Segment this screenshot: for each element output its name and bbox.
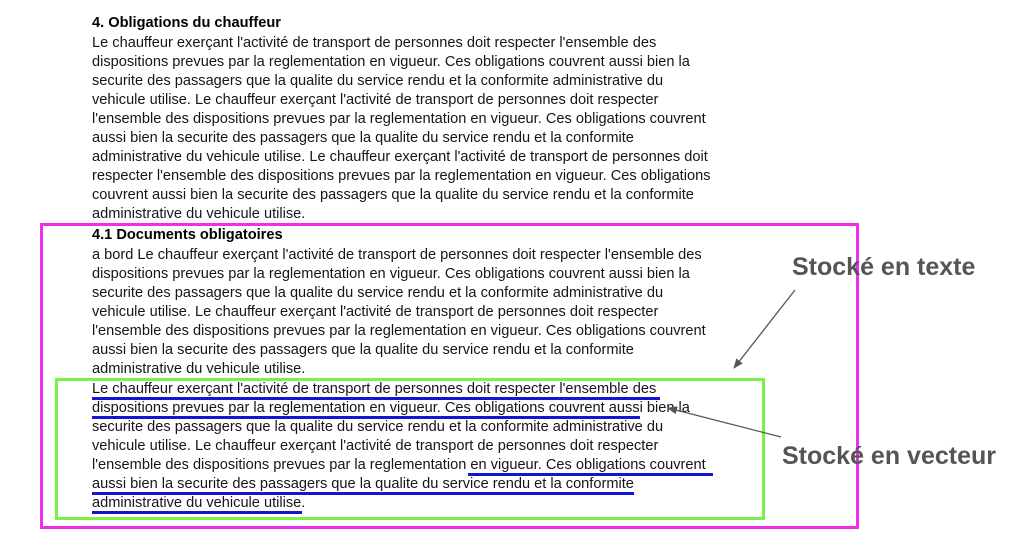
subsection-paragraph-line: securite des passagers que la qualite du service rendu et la conformite administrative du (92, 285, 664, 301)
section-paragraph-line: vehicule utilise. Le chauffeur exerçant l'activité de transport de personnes doit respecter (92, 92, 659, 108)
section-paragraph-line: administrative du vehicule utilise. (92, 206, 306, 222)
subsection-heading: 4.1 Documents obligatoires (92, 227, 283, 243)
text-callout-arrow (734, 290, 795, 368)
vector-chunk-line: Le chauffeur exerçant l'activité de transport de personnes doit respecter l'ensemble des (92, 381, 657, 397)
subsection-paragraph-line: dispositions prevues par la reglementation en vigueur. Ces obligations couvrent aussi bien la (92, 266, 690, 282)
subsection-paragraph-line: l'ensemble des dispositions prevues par la reglementation en vigueur. Ces obligations couvrent (92, 323, 706, 339)
vector-chunk-line: l'ensemble des dispositions prevues par la reglementation en vigueur. Ces obligations couvrent (92, 457, 706, 473)
vector-callout-arrow (668, 408, 781, 437)
subsection-paragraph-line: vehicule utilise. Le chauffeur exerçant l'activité de transport de personnes doit respecter (92, 304, 659, 320)
vector-chunk-line: aussi bien la securite des passagers que la qualite du service rendu et la conformite (92, 476, 634, 492)
subsection-paragraph-line: administrative du vehicule utilise. (92, 361, 306, 377)
section-paragraph-line: l'ensemble des dispositions prevues par la reglementation en vigueur. Ces obligations couvrent (92, 111, 706, 127)
section-paragraph-line: Le chauffeur exerçant l'activité de transport de personnes doit respecter l'ensemble des (92, 35, 657, 51)
subsection-paragraph-line: a bord Le chauffeur exerçant l'activité de transport de personnes doit respecter l'ensemble des (92, 247, 702, 263)
vector-storage-label: Stocké en vecteur (782, 442, 996, 470)
section-paragraph-line: respecter l'ensemble des dispositions prevues par la reglementation en vigueur. Ces obligations (92, 168, 711, 184)
section-paragraph-line: aussi bien la securite des passagers que la qualite du service rendu et la conformite (92, 130, 634, 146)
section-heading: 4. Obligations du chauffeur (92, 15, 281, 31)
vector-chunk-line: dispositions prevues par la reglementation en vigueur. Ces obligations couvrent aussi bien la (92, 400, 690, 416)
vector-chunk-line: vehicule utilise. Le chauffeur exerçant l'activité de transport de personnes doit respecter (92, 438, 659, 454)
section-paragraph-line: couvrent aussi bien la securite des passagers que la qualite du service rendu et la conformite (92, 187, 694, 203)
vector-chunk-line: administrative du vehicule utilise. (92, 495, 306, 511)
section-paragraph-line: dispositions prevues par la reglementation en vigueur. Ces obligations couvrent aussi bien la (92, 54, 690, 70)
text-storage-label: Stocké en texte (792, 253, 976, 281)
section-paragraph-line: securite des passagers que la qualite du service rendu et la conformite administrative du (92, 73, 664, 89)
subsection-paragraph-line: aussi bien la securite des passagers que la qualite du service rendu et la conformite (92, 342, 634, 358)
vector-chunk-line: securite des passagers que la qualite du service rendu et la conformite administrative du (92, 419, 664, 435)
section-paragraph-line: administrative du vehicule utilise. Le chauffeur exerçant l'activité de transport de personnes doit (92, 149, 708, 165)
